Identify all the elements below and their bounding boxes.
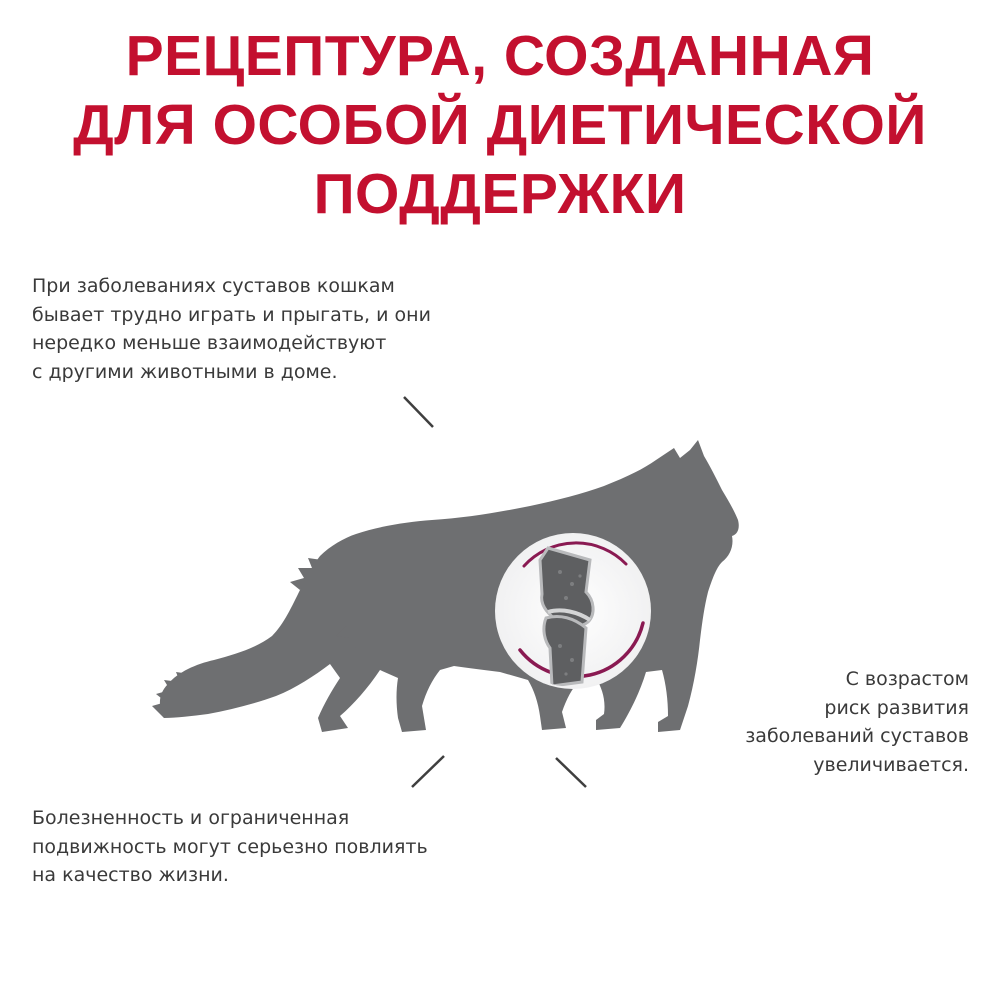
note-right-line-4: увеличивается.	[813, 753, 969, 776]
note-top-line-2: бывает трудно играть и прыгать, и они	[32, 303, 431, 326]
headline	[0, 22, 1000, 229]
note-top-line-4: с другими животными в доме.	[32, 360, 338, 383]
note-bottom-line-3: на качество жизни.	[32, 864, 229, 886]
divider-top	[30, 397, 433, 427]
headline-line-1: РЕЦЕПТУРА, СОЗДАННАЯ	[125, 24, 875, 88]
note-age-risk	[745, 665, 969, 779]
headline-line-2: ДЛЯ ОСОБОЙ ДИЕТИЧЕСКОЙ	[73, 93, 927, 157]
note-joint-play	[32, 272, 431, 386]
cat-silhouette-icon	[152, 440, 739, 732]
divider-bottom	[30, 756, 444, 787]
note-top-line-1: При заболеваниях суставов кошкам	[32, 275, 395, 297]
note-quality-of-life	[32, 804, 428, 890]
note-top-line-3: нередко меньше взаимодействуют	[32, 332, 387, 354]
knee-joint-icon	[495, 533, 651, 689]
note-right-line-3: заболеваний суставов	[745, 725, 969, 747]
headline-line-3: ПОДДЕРЖКИ	[313, 162, 687, 226]
note-bottom-line-2: подвижность могут серьезно повлиять	[32, 835, 428, 858]
note-right-line-2: риск развития	[824, 696, 969, 719]
note-right-line-1: С возрастом	[845, 668, 969, 690]
note-bottom-line-1: Болезненность и ограниченная	[32, 807, 350, 829]
